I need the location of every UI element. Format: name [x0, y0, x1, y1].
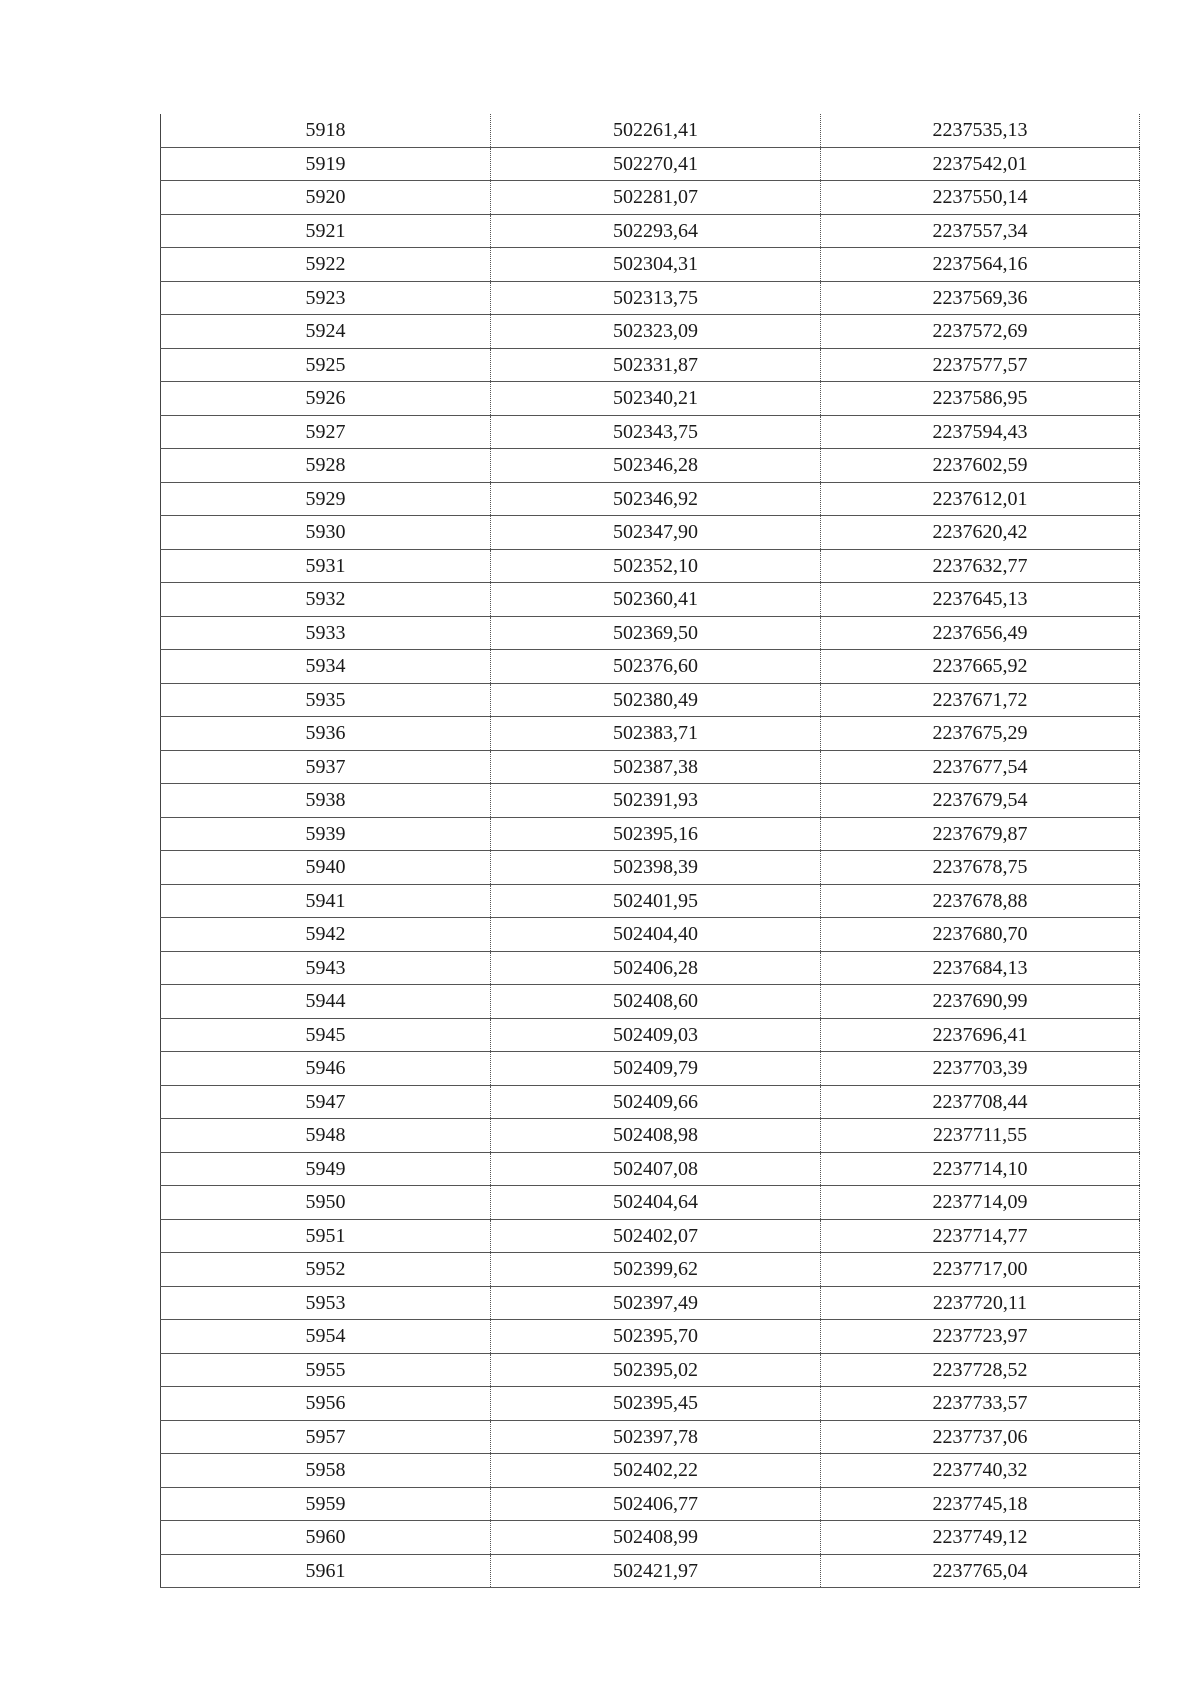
- point-number-cell: 5927: [161, 415, 491, 449]
- x-coordinate-cell: 502408,99: [491, 1521, 821, 1555]
- x-coordinate-cell: 502261,41: [491, 114, 821, 147]
- x-coordinate-cell: 502398,39: [491, 851, 821, 885]
- point-number-cell: 5940: [161, 851, 491, 885]
- point-number-cell: 5933: [161, 616, 491, 650]
- table-row: [161, 985, 1140, 1019]
- x-coordinate-cell: 502409,66: [491, 1085, 821, 1119]
- table-row: [161, 1186, 1140, 1220]
- table-row: [161, 214, 1140, 248]
- y-coordinate-cell: 2237684,13: [821, 951, 1140, 985]
- point-number-cell: 5926: [161, 382, 491, 416]
- point-number-cell: 5937: [161, 750, 491, 784]
- table-row: [161, 650, 1140, 684]
- y-coordinate-cell: 2237586,95: [821, 382, 1140, 416]
- table-row: [161, 918, 1140, 952]
- y-coordinate-cell: 2237714,10: [821, 1152, 1140, 1186]
- y-coordinate-cell: 2237717,00: [821, 1253, 1140, 1287]
- point-number-cell: 5923: [161, 281, 491, 315]
- coordinates-table-body: [161, 114, 1140, 1588]
- y-coordinate-cell: 2237594,43: [821, 415, 1140, 449]
- point-number-cell: 5949: [161, 1152, 491, 1186]
- y-coordinate-cell: 2237733,57: [821, 1387, 1140, 1421]
- y-coordinate-cell: 2237675,29: [821, 717, 1140, 751]
- y-coordinate-cell: 2237572,69: [821, 315, 1140, 349]
- table-row: [161, 348, 1140, 382]
- y-coordinate-cell: 2237679,87: [821, 817, 1140, 851]
- point-number-cell: 5938: [161, 784, 491, 818]
- point-number-cell: 5919: [161, 147, 491, 181]
- table-row: [161, 449, 1140, 483]
- y-coordinate-cell: 2237749,12: [821, 1521, 1140, 1555]
- x-coordinate-cell: 502406,77: [491, 1487, 821, 1521]
- y-coordinate-cell: 2237569,36: [821, 281, 1140, 315]
- point-number-cell: 5930: [161, 516, 491, 550]
- table-row: [161, 1353, 1140, 1387]
- table-row: [161, 1320, 1140, 1354]
- point-number-cell: 5941: [161, 884, 491, 918]
- point-number-cell: 5936: [161, 717, 491, 751]
- y-coordinate-cell: 2237703,39: [821, 1052, 1140, 1086]
- y-coordinate-cell: 2237728,52: [821, 1353, 1140, 1387]
- y-coordinate-cell: 2237602,59: [821, 449, 1140, 483]
- y-coordinate-cell: 2237678,75: [821, 851, 1140, 885]
- point-number-cell: 5961: [161, 1554, 491, 1588]
- y-coordinate-cell: 2237765,04: [821, 1554, 1140, 1588]
- coordinates-table: [160, 114, 1140, 1588]
- y-coordinate-cell: 2237708,44: [821, 1085, 1140, 1119]
- x-coordinate-cell: 502346,28: [491, 449, 821, 483]
- x-coordinate-cell: 502340,21: [491, 382, 821, 416]
- point-number-cell: 5948: [161, 1119, 491, 1153]
- y-coordinate-cell: 2237720,11: [821, 1286, 1140, 1320]
- x-coordinate-cell: 502397,78: [491, 1420, 821, 1454]
- y-coordinate-cell: 2237564,16: [821, 248, 1140, 282]
- y-coordinate-cell: 2237677,54: [821, 750, 1140, 784]
- point-number-cell: 5939: [161, 817, 491, 851]
- point-number-cell: 5950: [161, 1186, 491, 1220]
- x-coordinate-cell: 502395,45: [491, 1387, 821, 1421]
- point-number-cell: 5945: [161, 1018, 491, 1052]
- table-row: [161, 784, 1140, 818]
- table-row: [161, 1286, 1140, 1320]
- point-number-cell: 5921: [161, 214, 491, 248]
- x-coordinate-cell: 502369,50: [491, 616, 821, 650]
- point-number-cell: 5960: [161, 1521, 491, 1555]
- table-row: [161, 717, 1140, 751]
- point-number-cell: 5958: [161, 1454, 491, 1488]
- y-coordinate-cell: 2237645,13: [821, 583, 1140, 617]
- point-number-cell: 5918: [161, 114, 491, 147]
- point-number-cell: 5920: [161, 181, 491, 215]
- x-coordinate-cell: 502383,71: [491, 717, 821, 751]
- y-coordinate-cell: 2237714,77: [821, 1219, 1140, 1253]
- table-row: [161, 114, 1140, 147]
- table-row: [161, 1253, 1140, 1287]
- point-number-cell: 5934: [161, 650, 491, 684]
- table-row: [161, 884, 1140, 918]
- x-coordinate-cell: 502323,09: [491, 315, 821, 349]
- x-coordinate-cell: 502395,16: [491, 817, 821, 851]
- table-row: [161, 281, 1140, 315]
- x-coordinate-cell: 502401,95: [491, 884, 821, 918]
- x-coordinate-cell: 502352,10: [491, 549, 821, 583]
- table-row: [161, 616, 1140, 650]
- y-coordinate-cell: 2237542,01: [821, 147, 1140, 181]
- y-coordinate-cell: 2237711,55: [821, 1119, 1140, 1153]
- y-coordinate-cell: 2237696,41: [821, 1018, 1140, 1052]
- point-number-cell: 5942: [161, 918, 491, 952]
- y-coordinate-cell: 2237680,70: [821, 918, 1140, 952]
- table-row: [161, 750, 1140, 784]
- point-number-cell: 5946: [161, 1052, 491, 1086]
- point-number-cell: 5925: [161, 348, 491, 382]
- point-number-cell: 5922: [161, 248, 491, 282]
- table-row: [161, 248, 1140, 282]
- x-coordinate-cell: 502331,87: [491, 348, 821, 382]
- point-number-cell: 5931: [161, 549, 491, 583]
- x-coordinate-cell: 502395,02: [491, 1353, 821, 1387]
- table-row: [161, 415, 1140, 449]
- point-number-cell: 5944: [161, 985, 491, 1019]
- point-number-cell: 5928: [161, 449, 491, 483]
- table-row: [161, 482, 1140, 516]
- table-row: [161, 951, 1140, 985]
- x-coordinate-cell: 502281,07: [491, 181, 821, 215]
- y-coordinate-cell: 2237737,06: [821, 1420, 1140, 1454]
- x-coordinate-cell: 502304,31: [491, 248, 821, 282]
- table-row: [161, 1487, 1140, 1521]
- x-coordinate-cell: 502402,07: [491, 1219, 821, 1253]
- table-row: [161, 1219, 1140, 1253]
- y-coordinate-cell: 2237678,88: [821, 884, 1140, 918]
- x-coordinate-cell: 502406,28: [491, 951, 821, 985]
- y-coordinate-cell: 2237679,54: [821, 784, 1140, 818]
- y-coordinate-cell: 2237723,97: [821, 1320, 1140, 1354]
- table-row: [161, 1052, 1140, 1086]
- y-coordinate-cell: 2237550,14: [821, 181, 1140, 215]
- x-coordinate-cell: 502293,64: [491, 214, 821, 248]
- x-coordinate-cell: 502397,49: [491, 1286, 821, 1320]
- table-row: [161, 683, 1140, 717]
- point-number-cell: 5953: [161, 1286, 491, 1320]
- point-number-cell: 5951: [161, 1219, 491, 1253]
- y-coordinate-cell: 2237620,42: [821, 516, 1140, 550]
- point-number-cell: 5955: [161, 1353, 491, 1387]
- y-coordinate-cell: 2237671,72: [821, 683, 1140, 717]
- table-row: [161, 1387, 1140, 1421]
- point-number-cell: 5952: [161, 1253, 491, 1287]
- y-coordinate-cell: 2237714,09: [821, 1186, 1140, 1220]
- y-coordinate-cell: 2237612,01: [821, 482, 1140, 516]
- point-number-cell: 5957: [161, 1420, 491, 1454]
- y-coordinate-cell: 2237577,57: [821, 348, 1140, 382]
- x-coordinate-cell: 502343,75: [491, 415, 821, 449]
- table-row: [161, 1521, 1140, 1555]
- y-coordinate-cell: 2237745,18: [821, 1487, 1140, 1521]
- x-coordinate-cell: 502421,97: [491, 1554, 821, 1588]
- y-coordinate-cell: 2237656,49: [821, 616, 1140, 650]
- point-number-cell: 5954: [161, 1320, 491, 1354]
- x-coordinate-cell: 502404,40: [491, 918, 821, 952]
- x-coordinate-cell: 502376,60: [491, 650, 821, 684]
- y-coordinate-cell: 2237690,99: [821, 985, 1140, 1019]
- x-coordinate-cell: 502404,64: [491, 1186, 821, 1220]
- table-row: [161, 583, 1140, 617]
- x-coordinate-cell: 502408,60: [491, 985, 821, 1019]
- x-coordinate-cell: 502402,22: [491, 1454, 821, 1488]
- x-coordinate-cell: 502391,93: [491, 784, 821, 818]
- table-row: [161, 147, 1140, 181]
- point-number-cell: 5929: [161, 482, 491, 516]
- y-coordinate-cell: 2237632,77: [821, 549, 1140, 583]
- point-number-cell: 5947: [161, 1085, 491, 1119]
- table-row: [161, 549, 1140, 583]
- x-coordinate-cell: 502313,75: [491, 281, 821, 315]
- point-number-cell: 5943: [161, 951, 491, 985]
- table-row: [161, 1085, 1140, 1119]
- table-row: [161, 1152, 1140, 1186]
- y-coordinate-cell: 2237665,92: [821, 650, 1140, 684]
- table-row: [161, 851, 1140, 885]
- x-coordinate-cell: 502409,79: [491, 1052, 821, 1086]
- x-coordinate-cell: 502408,98: [491, 1119, 821, 1153]
- point-number-cell: 5935: [161, 683, 491, 717]
- x-coordinate-cell: 502347,90: [491, 516, 821, 550]
- x-coordinate-cell: 502399,62: [491, 1253, 821, 1287]
- x-coordinate-cell: 502387,38: [491, 750, 821, 784]
- point-number-cell: 5932: [161, 583, 491, 617]
- table-row: [161, 315, 1140, 349]
- point-number-cell: 5924: [161, 315, 491, 349]
- point-number-cell: 5956: [161, 1387, 491, 1421]
- table-row: [161, 181, 1140, 215]
- table-row: [161, 817, 1140, 851]
- table-row: [161, 382, 1140, 416]
- y-coordinate-cell: 2237740,32: [821, 1454, 1140, 1488]
- point-number-cell: 5959: [161, 1487, 491, 1521]
- x-coordinate-cell: 502346,92: [491, 482, 821, 516]
- table-row: [161, 1554, 1140, 1588]
- table-row: [161, 1454, 1140, 1488]
- table-row: [161, 1420, 1140, 1454]
- x-coordinate-cell: 502395,70: [491, 1320, 821, 1354]
- y-coordinate-cell: 2237535,13: [821, 114, 1140, 147]
- x-coordinate-cell: 502360,41: [491, 583, 821, 617]
- x-coordinate-cell: 502407,08: [491, 1152, 821, 1186]
- y-coordinate-cell: 2237557,34: [821, 214, 1140, 248]
- x-coordinate-cell: 502380,49: [491, 683, 821, 717]
- table-row: [161, 1018, 1140, 1052]
- x-coordinate-cell: 502270,41: [491, 147, 821, 181]
- table-row: [161, 516, 1140, 550]
- table-row: [161, 1119, 1140, 1153]
- x-coordinate-cell: 502409,03: [491, 1018, 821, 1052]
